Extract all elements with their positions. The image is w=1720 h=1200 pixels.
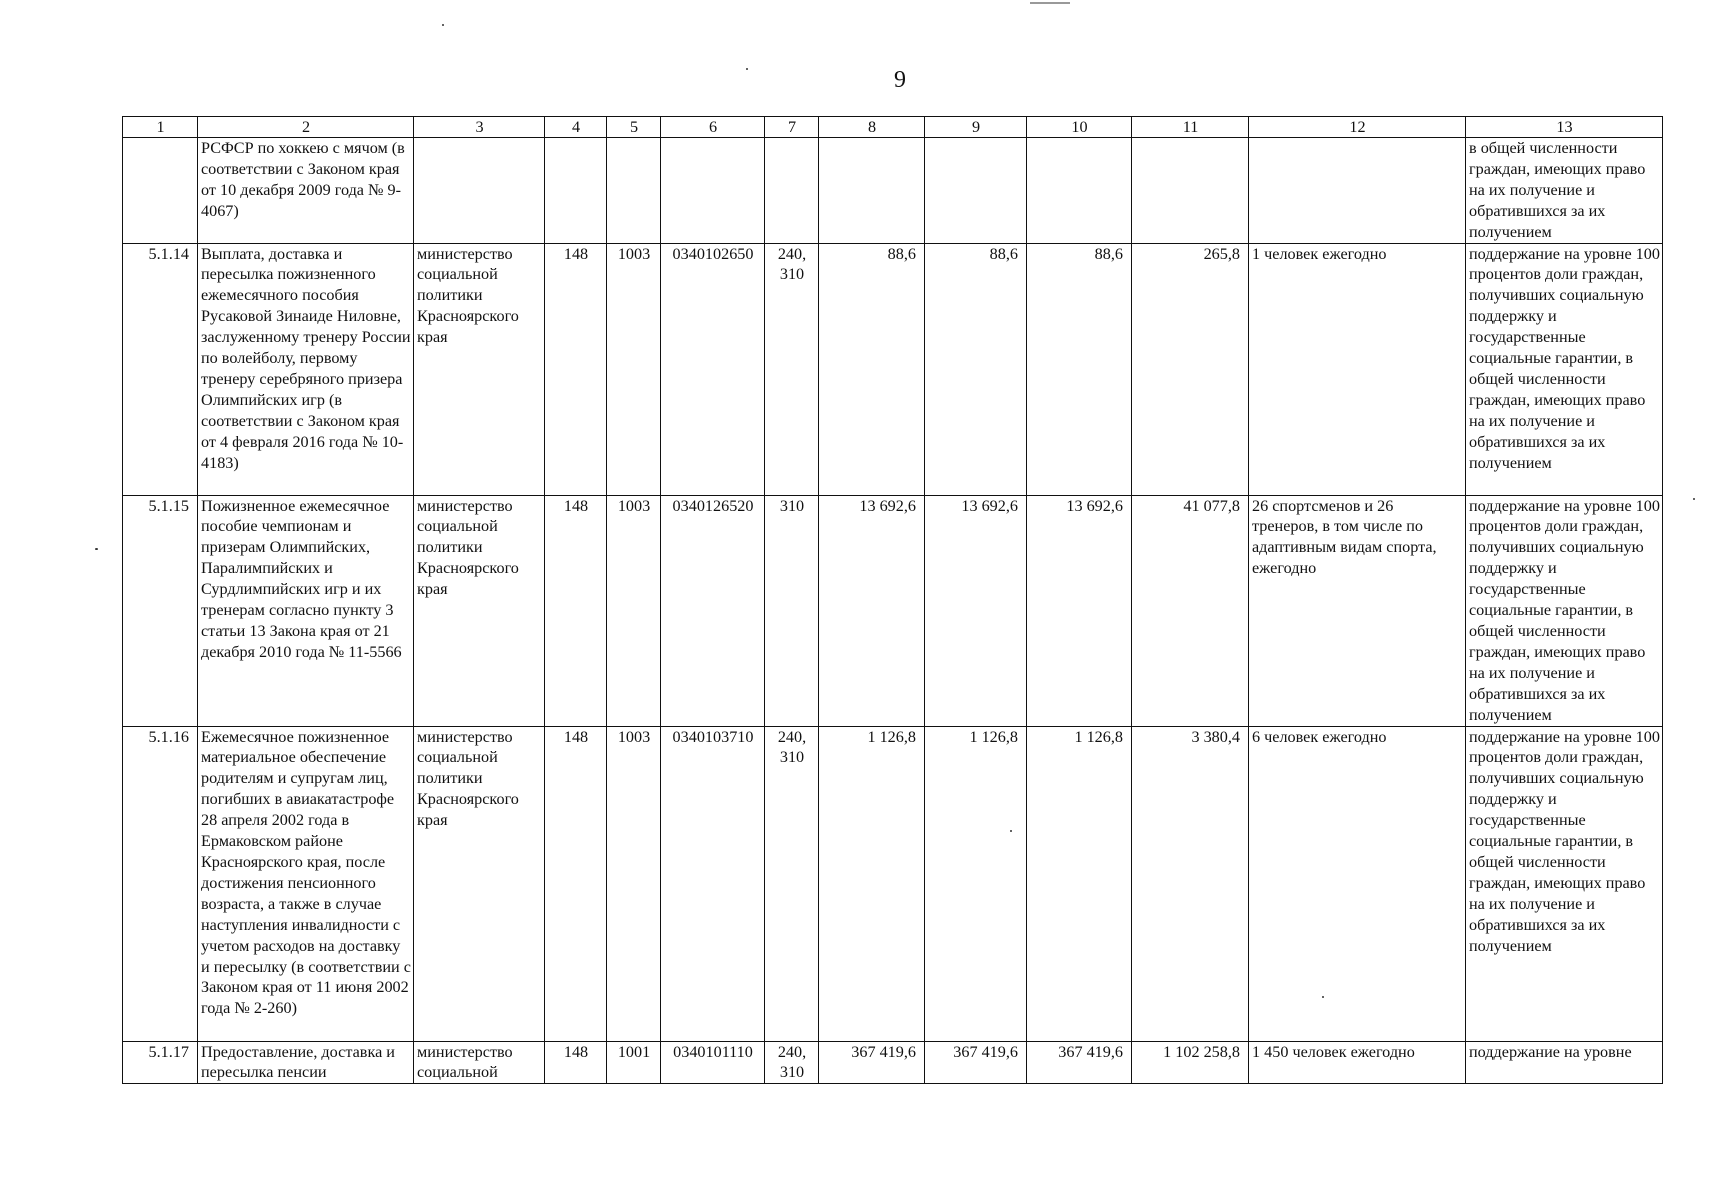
- column-header-3: 3: [414, 117, 545, 138]
- cell-c10: 13 692,6: [1027, 495, 1132, 726]
- cell-c8: 13 692,6: [819, 495, 925, 726]
- cell-ministry: министерство социальной политики Красноярского края: [414, 243, 545, 495]
- cell-c10: 1 126,8: [1027, 726, 1132, 1041]
- column-header-1: 1: [123, 117, 198, 138]
- cell-c11: 3 380,4: [1132, 726, 1249, 1041]
- cell-c11: [1132, 138, 1249, 244]
- cell-description: Ежемесячное пожизненное материальное обеспечение родителям и супругам лиц, погибших в авиакатастрофе 28 апреля 2002 года в Ермаковском районе Красноярского края, после достижения пенсионного возраста, а также в случае наступления инвалидности с учетом расходов на доставку и пересылку (в соответствии с Законом края от 11 июня 2002 года № 2-260): [198, 726, 414, 1041]
- cell-c10: [1027, 138, 1132, 244]
- cell-c11: 1 102 258,8: [1132, 1041, 1249, 1084]
- cell-c12: 1 450 человек ежегодно: [1249, 1041, 1466, 1084]
- cell-c9: 367 419,6: [925, 1041, 1027, 1084]
- cell-c5: 1003: [607, 243, 661, 495]
- scan-speck: [95, 548, 98, 550]
- column-header-7: 7: [765, 117, 819, 138]
- cell-c12: 1 человек ежегодно: [1249, 243, 1466, 495]
- table-row: [123, 1041, 1663, 1084]
- cell-c12: 6 человек ежегодно: [1249, 726, 1466, 1041]
- cell-c6: 0340102650: [661, 243, 765, 495]
- cell-id: 5.1.14: [123, 243, 198, 495]
- table-row: [123, 726, 1663, 1041]
- column-number-row: [123, 117, 1663, 138]
- column-header-13: 13: [1466, 117, 1663, 138]
- document-table-container: [122, 116, 1662, 1084]
- scan-speck: [746, 68, 748, 70]
- cell-c7: 240, 310: [765, 243, 819, 495]
- cell-c8: [819, 138, 925, 244]
- cell-c6: 0340101110: [661, 1041, 765, 1084]
- column-header-9: 9: [925, 117, 1027, 138]
- cell-description: Выплата, доставка и пересылка пожизненного ежемесячного пособия Русаковой Зинаиде Ниловне, заслуженному тренеру России по волейболу, первому тренеру серебряного призера Олимпийских игр (в соответствии с Законом края от 4 февраля 2016 года № 10-4183): [198, 243, 414, 495]
- cell-c11: 265,8: [1132, 243, 1249, 495]
- cell-c10: 367 419,6: [1027, 1041, 1132, 1084]
- table-row: [123, 495, 1663, 726]
- cell-c13: поддержание на уровне 100 процентов доли граждан, получивших социальную поддержку и государственные социальные гарантии, в общей численности граждан, имеющих право на их получение и обратившихся за их получением: [1466, 495, 1663, 726]
- table-row: [123, 243, 1663, 495]
- scan-artifact-line: [1030, 2, 1070, 4]
- scan-speck: [1010, 830, 1012, 832]
- cell-c13: в общей численности граждан, имеющих право на их получение и обратившихся за их получением: [1466, 138, 1663, 244]
- cell-c9: 13 692,6: [925, 495, 1027, 726]
- table-row-continuation: [123, 138, 1663, 244]
- column-header-8: 8: [819, 117, 925, 138]
- cell-c4: 148: [545, 726, 607, 1041]
- cell-c13: поддержание на уровне 100 процентов доли граждан, получивших социальную поддержку и государственные социальные гарантии, в общей численности граждан, имеющих право на их получение и обратившихся за их получением: [1466, 243, 1663, 495]
- column-header-4: 4: [545, 117, 607, 138]
- column-header-6: 6: [661, 117, 765, 138]
- cell-c8: 367 419,6: [819, 1041, 925, 1084]
- cell-c10: 88,6: [1027, 243, 1132, 495]
- column-header-11: 11: [1132, 117, 1249, 138]
- cell-c9: 1 126,8: [925, 726, 1027, 1041]
- scan-speck: [442, 24, 444, 26]
- cell-c12: [1249, 138, 1466, 244]
- cell-c9: [925, 138, 1027, 244]
- cell-c6: 0340103710: [661, 726, 765, 1041]
- cell-c4: [545, 138, 607, 244]
- cell-c7: 240, 310: [765, 726, 819, 1041]
- column-header-10: 10: [1027, 117, 1132, 138]
- cell-c11: 41 077,8: [1132, 495, 1249, 726]
- cell-c4: 148: [545, 1041, 607, 1084]
- table-header: [123, 117, 1663, 138]
- cell-c7: [765, 138, 819, 244]
- cell-c12: 26 спортсменов и 26 тренеров, в том числе по адаптивным видам спорта, ежегодно: [1249, 495, 1466, 726]
- cell-c5: 1001: [607, 1041, 661, 1084]
- cell-c5: 1003: [607, 495, 661, 726]
- cell-ministry: министерство социальной: [414, 1041, 545, 1084]
- cell-c13: поддержание на уровне: [1466, 1041, 1663, 1084]
- cell-ministry: министерство социальной политики Красноярского края: [414, 726, 545, 1041]
- cell-c4: 148: [545, 243, 607, 495]
- cell-description: РСФСР по хоккею с мячом (в соответствии с Законом края от 10 декабря 2009 года № 9-4067): [198, 138, 414, 244]
- column-header-5: 5: [607, 117, 661, 138]
- cell-c6: 0340126520: [661, 495, 765, 726]
- cell-c4: 148: [545, 495, 607, 726]
- cell-id: [123, 138, 198, 244]
- cell-c13: поддержание на уровне 100 процентов доли граждан, получивших социальную поддержку и государственные социальные гарантии, в общей численности граждан, имеющих право на их получение и обратившихся за их получением: [1466, 726, 1663, 1041]
- cell-c8: 1 126,8: [819, 726, 925, 1041]
- cell-ministry: министерство социальной политики Красноярского края: [414, 495, 545, 726]
- cell-id: 5.1.16: [123, 726, 198, 1041]
- cell-id: 5.1.17: [123, 1041, 198, 1084]
- cell-c7: 240, 310: [765, 1041, 819, 1084]
- cell-ministry: [414, 138, 545, 244]
- scan-speck: [1693, 498, 1695, 500]
- cell-c5: [607, 138, 661, 244]
- page-number: 9: [894, 67, 906, 93]
- cell-c7: 310: [765, 495, 819, 726]
- column-header-2: 2: [198, 117, 414, 138]
- cell-c9: 88,6: [925, 243, 1027, 495]
- cell-c5: 1003: [607, 726, 661, 1041]
- cell-c6: [661, 138, 765, 244]
- cell-id: 5.1.15: [123, 495, 198, 726]
- cell-description: Пожизненное ежемесячное пособие чемпионам и призерам Олимпийских, Паралимпийских и Сурдлимпийских игр и их тренерам согласно пункту 3 статьи 13 Закона края от 21 декабря 2010 года № 11-5566: [198, 495, 414, 726]
- cell-description: Предоставление, доставка и пересылка пенсии: [198, 1041, 414, 1084]
- budget-measures-table: [122, 116, 1663, 1084]
- cell-c8: 88,6: [819, 243, 925, 495]
- scan-speck: [1322, 996, 1324, 998]
- column-header-12: 12: [1249, 117, 1466, 138]
